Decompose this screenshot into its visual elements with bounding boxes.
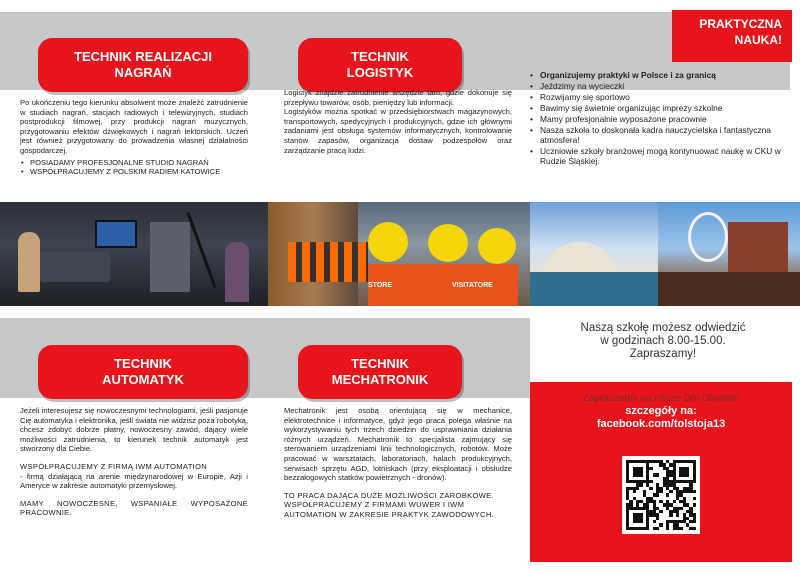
tab-line-1: PRAKTYCZNA xyxy=(699,17,782,31)
automatyk-equipment: MAMY NOWOCZESNE, WSPANIAŁE WYPOSAŻONE PRACOWNIE. xyxy=(20,498,248,518)
visit-line-3: Zapraszamy! xyxy=(629,348,697,360)
heading-technik-realizacji xyxy=(38,38,248,92)
visit-line-1: Naszą szkołę możesz odwiedzić xyxy=(580,322,746,334)
bullet-radio: • WSPÓŁPRACUJEMY Z POLSKIM RADIEM KATOWICE xyxy=(20,167,248,177)
logistyk-description xyxy=(284,88,512,155)
heading-line-1: TECHNIK xyxy=(351,49,409,64)
mechatronik-body: Mechatronik jest osobą orientującą się w mechanice, elektrotechnice i informatyce, gdyż jego praca polega właśnie na wykorzystywaniu tych trzech dziedzin do usprawniania działania różnych urządzeń. Mechatronik to specjalista zajmujący się sterowaniem urządzeniami linii technologicznych, robotów. Może pracować w warsztatach, laboratoriach, halach produkcyjnych, serwisach sprzętu AGD, lotniskach (przy eksploatacji i obsłudze bezzałogowych statków powietrznych - dronów). xyxy=(284,406,512,483)
list-item: • Jeździmy na wycieczki xyxy=(530,81,788,91)
heading-line-2: NAGRAŃ xyxy=(114,65,172,80)
list-item: • Bawimy się świetnie organizując imprezy szkolne xyxy=(530,103,788,113)
automatyk-description xyxy=(20,406,248,518)
heading-line-1: TECHNIK REALIZACJI xyxy=(74,49,212,64)
automatyk-coop-heading: WSPÓŁPRACUJEMY Z FIRMĄ IWM AUTOMATION xyxy=(20,461,208,471)
mechatronik-footer: TO PRACA DAJĄCA DUŻE MOŻLIWOŚCI ZAROBKOWE. WSPÓŁPRACUJEMY Z FIRMAMI WUWER I IWM AUTOMATION W ZAKRESIE PRAKTYK ZAWODOWYCH. xyxy=(284,490,495,519)
tab-line-2: NAUKA! xyxy=(734,33,782,47)
qr-code[interactable] xyxy=(622,456,700,534)
practice-list xyxy=(530,70,788,167)
vest-label-visitatore: VISITATORE xyxy=(452,282,493,289)
list-item: • Uczniowie szkoły branżowej mogą kontynuować naukę w CKU w Rudzie Śląskiej. xyxy=(530,146,788,167)
facebook-link[interactable]: facebook.com/tolstoja13 xyxy=(596,418,726,430)
practical-learning-tab xyxy=(672,10,792,62)
list-item: • Nasza szkoła to doskonała kadra nauczycielska i fantastyczna atmosfera! xyxy=(530,125,788,146)
automatyk-coop-body: - firmą działającą na arenie międzynarodowej w Europie, Azji i Ameryce w zakresie automatyki przemysłowej. xyxy=(20,471,248,491)
open-days-invite: Zapraszamy na nasze Dni Otwarte! xyxy=(582,393,740,404)
list-item: • Mamy profesjonalnie wyposażone pracownie xyxy=(530,114,788,124)
recording-studio-photo xyxy=(0,202,268,306)
heading-line-2: LOGISTYK xyxy=(346,65,414,80)
realizacja-description xyxy=(20,98,248,177)
coast-photo xyxy=(530,202,658,306)
list-item: • Rozwijamy się sportowo xyxy=(530,92,788,102)
warehouse-photo xyxy=(268,202,530,306)
logistyk-body-1: Logistyk znajdzie zatrudnienie wszędzie tam, gdzie dokonuje się przepływu towarów, osób, pieniędzy lub informacji. xyxy=(284,88,512,107)
logistyk-body-2: Logistyków można spotkać w przedsiębiorstwach magazynowych, transportowych, spedycyjnych i produkcyjnych, gdzie ich głównymi zadaniami jest obsługa systemów informatycznych, kontrolowanie stanów zapasów, organizacja dostaw podzespołów oraz zarządzanie pracą ludzi. xyxy=(284,107,512,155)
visit-line-2: w godzinach 8.00-15.00. xyxy=(600,335,726,347)
heading-technik-automatyk xyxy=(38,345,248,399)
bullet-studio: • POSIADAMY PROFESJONALNE STUDIO NAGRAŃ xyxy=(20,158,248,168)
realizacja-body: Po ukończeniu tego kierunku absolwent może znaleźć zatrudnienie w studiach nagrań, stacjach radiowych i telewizyjnych, studiach postprodukcji filmowej, przy produkcji nagrań muzycznych, przygotowaniu efektów dźwiękowych i nagrań lektorskich. Uczeń jest również przygotowany do prowadzenia własnej działalności gospodarczej. xyxy=(20,98,248,155)
qr-code-pattern xyxy=(626,460,696,530)
heading-line-2: MECHATRONIK xyxy=(331,372,429,387)
open-days-details xyxy=(530,405,792,431)
heading-technik-logistyk xyxy=(298,38,462,92)
details-label: szczegóły na: xyxy=(625,405,697,417)
list-item: • Organizujemy praktyki w Polsce i za granicą xyxy=(530,70,788,80)
heading-line-2: AUTOMATYK xyxy=(102,372,184,387)
vest-label-store: STORE xyxy=(368,282,392,289)
heading-line-1: TECHNIK xyxy=(114,356,172,371)
mechatronik-description xyxy=(284,406,512,520)
fairground-photo xyxy=(658,202,800,306)
open-days-box xyxy=(530,382,792,562)
automatyk-body: Jeżeli interesujesz się nowoczesnymi technologiami, jeśli pasjonuje Cię automatyka i elektronika, jeśli świata nie widzisz poza robotyką, chcesz zdobyć dobrze płatny, nowoczesny zawód, dający wiele możliwości zatrudnienia, to kierunek technik automatyk jest stworzony dla Ciebie. xyxy=(20,406,248,454)
heading-line-1: TECHNIK xyxy=(351,356,409,371)
heading-technik-mechatronik xyxy=(298,345,462,399)
realizacja-bullets xyxy=(20,158,248,177)
photo-strip xyxy=(0,202,800,306)
visit-hours xyxy=(548,322,778,361)
